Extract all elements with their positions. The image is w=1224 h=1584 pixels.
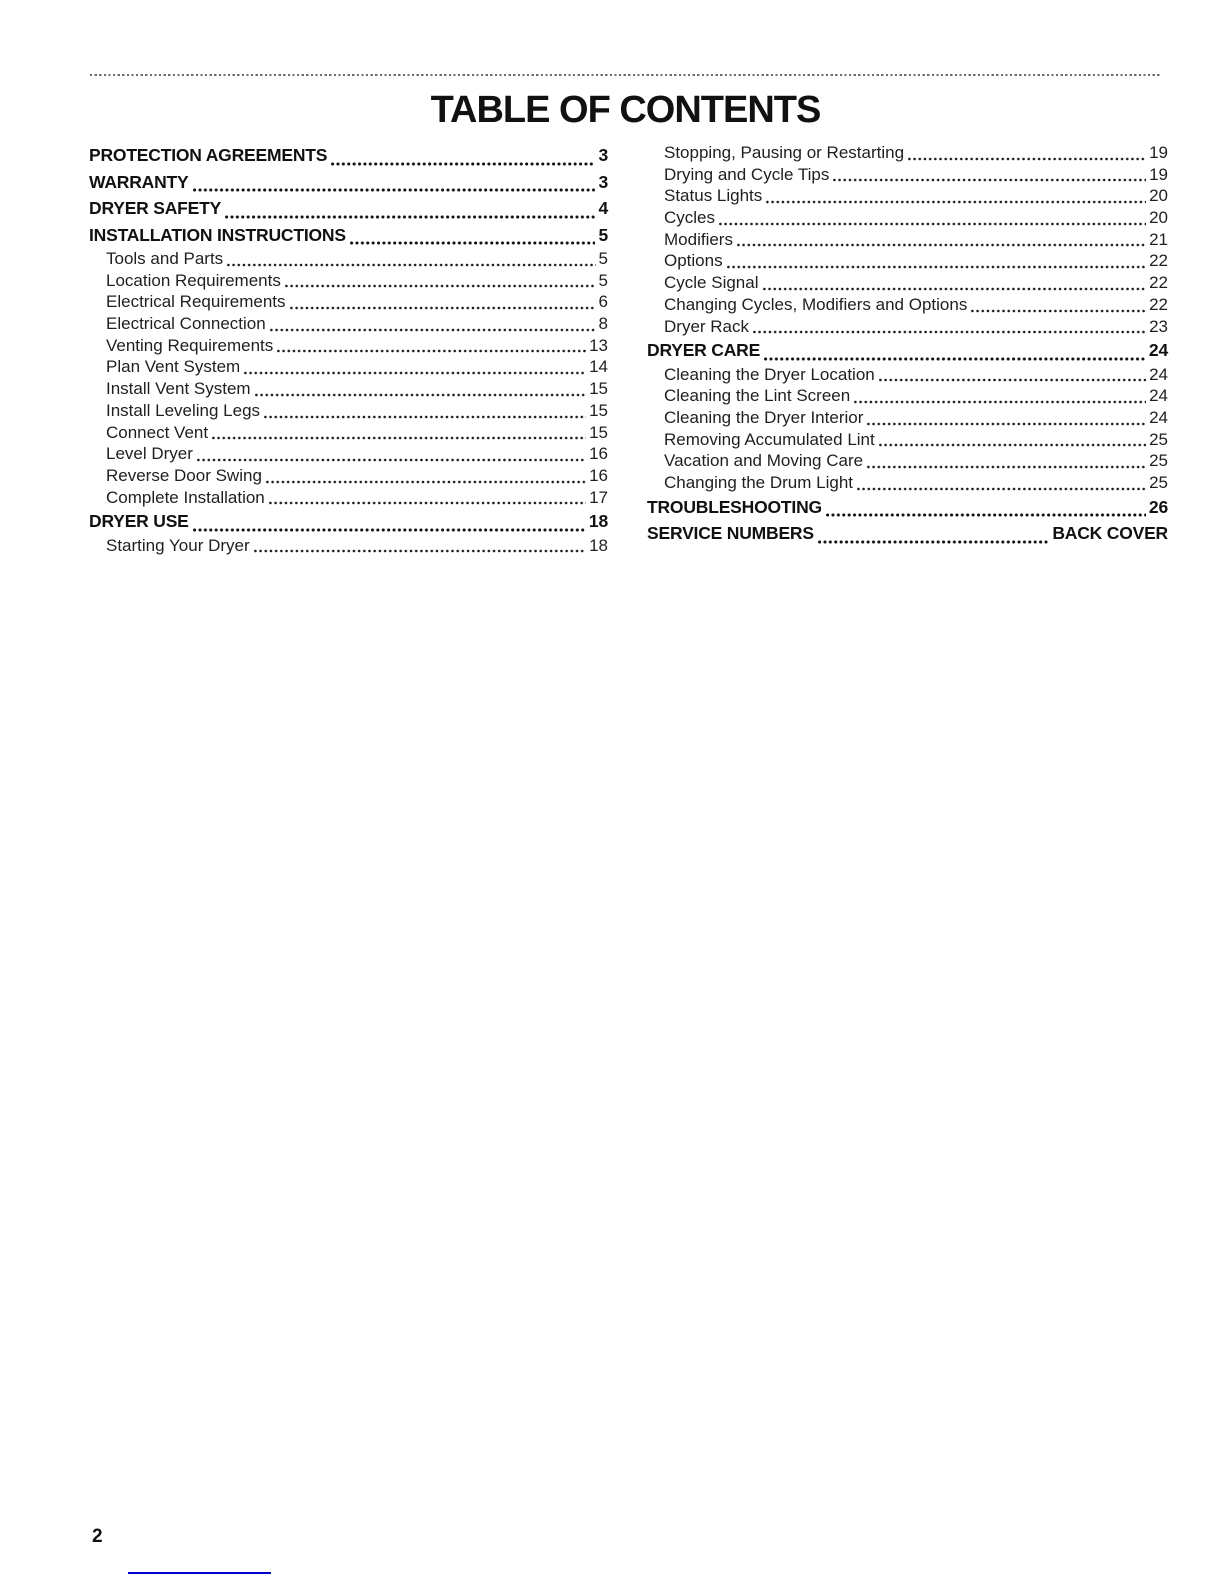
toc-entry bbox=[647, 429, 1168, 451]
toc-entry-label: WARRANTY bbox=[89, 171, 189, 192]
dot-leader bbox=[193, 528, 586, 532]
dot-leader bbox=[350, 241, 596, 245]
dot-leader bbox=[737, 243, 1146, 247]
toc-entry bbox=[89, 222, 608, 249]
toc-entry-page: 15 bbox=[589, 422, 608, 442]
dot-leader bbox=[277, 349, 586, 353]
toc-entry-label: Vacation and Moving Care bbox=[664, 451, 864, 471]
toc-entry bbox=[647, 337, 1168, 364]
toc-entry bbox=[89, 535, 608, 557]
toc-entry-label: Tools and Parts bbox=[106, 249, 224, 268]
toc-entry-page: BACK COVER bbox=[1052, 523, 1168, 544]
toc-entry bbox=[647, 316, 1168, 338]
toc-entry bbox=[647, 364, 1168, 386]
toc-entry-label: Options bbox=[664, 251, 723, 271]
toc-entry-page: 6 bbox=[598, 292, 608, 312]
toc-entry bbox=[89, 422, 608, 444]
toc-entry-label: Plan Vent System bbox=[106, 357, 241, 377]
toc-entry-label: Modifiers bbox=[664, 229, 733, 249]
toc-entry-label: Electrical Requirements bbox=[106, 292, 286, 312]
toc-entry bbox=[647, 164, 1168, 186]
toc-entry-page: 22 bbox=[1149, 251, 1168, 271]
dot-leader bbox=[264, 415, 586, 419]
toc-entry bbox=[89, 356, 608, 378]
toc-entry-page: 19 bbox=[1149, 143, 1168, 162]
toc-entry-page: 5 bbox=[598, 224, 608, 245]
toc-entry bbox=[89, 195, 608, 222]
toc-entry-label: Cycle Signal bbox=[664, 273, 759, 293]
toc-entry bbox=[89, 487, 608, 509]
toc-entry-page: 5 bbox=[598, 249, 608, 268]
toc-entry-label: Cleaning the Dryer Location bbox=[664, 364, 875, 384]
toc-entry bbox=[89, 400, 608, 422]
toc-entry-label: Location Requirements bbox=[106, 270, 281, 290]
toc-entry-page: 16 bbox=[589, 444, 608, 464]
dot-leader bbox=[766, 200, 1146, 204]
dot-leader bbox=[225, 215, 595, 219]
toc-entry-page: 20 bbox=[1149, 186, 1168, 206]
dot-leader bbox=[244, 371, 586, 375]
toc-entry bbox=[647, 385, 1168, 407]
toc-entry bbox=[647, 520, 1168, 547]
toc-entry bbox=[647, 450, 1168, 472]
toc-entry-page: 16 bbox=[589, 465, 608, 485]
toc-entry-label: DRYER CARE bbox=[647, 340, 761, 361]
toc-entry bbox=[89, 169, 608, 196]
toc-entry bbox=[89, 313, 608, 335]
toc-entry-page: 24 bbox=[1149, 386, 1168, 406]
toc-entry-label: Dryer Rack bbox=[664, 316, 750, 336]
dot-leader bbox=[879, 378, 1146, 382]
toc-entry-label: PROTECTION AGREEMENTS bbox=[89, 145, 328, 165]
toc-entry-label: Changing Cycles, Modifiers and Options bbox=[664, 294, 968, 314]
top-dashed-rule bbox=[90, 74, 1161, 76]
dot-leader bbox=[818, 540, 1049, 544]
toc-entry-page: 21 bbox=[1149, 229, 1168, 249]
dot-leader bbox=[270, 328, 596, 332]
toc-entry-page: 18 bbox=[588, 511, 608, 532]
dot-leader bbox=[193, 188, 596, 192]
dot-leader bbox=[826, 513, 1146, 517]
toc-entry bbox=[647, 185, 1168, 207]
toc-entry-label: Stopping, Pausing or Restarting bbox=[664, 143, 905, 162]
dot-leader bbox=[727, 265, 1146, 269]
toc-entry bbox=[89, 270, 608, 292]
toc-entry-page: 24 bbox=[1148, 340, 1168, 361]
dot-leader bbox=[879, 443, 1146, 447]
toc-entry bbox=[89, 291, 608, 313]
toc-entry bbox=[647, 494, 1168, 521]
toc-column-right bbox=[647, 142, 1168, 547]
toc-entry-label: TROUBLESHOOTING bbox=[647, 496, 822, 517]
toc-entry bbox=[647, 229, 1168, 251]
toc-entry bbox=[647, 294, 1168, 316]
dot-leader bbox=[971, 309, 1146, 313]
toc-entry-page: 22 bbox=[1149, 294, 1168, 314]
dot-leader bbox=[763, 287, 1147, 291]
toc-entry-label: DRYER USE bbox=[89, 511, 189, 532]
toc-entry-page: 25 bbox=[1149, 451, 1168, 471]
toc-entry bbox=[647, 407, 1168, 429]
toc-entry bbox=[647, 250, 1168, 272]
toc-entry bbox=[647, 207, 1168, 229]
dot-leader bbox=[227, 263, 595, 267]
dot-leader bbox=[719, 222, 1146, 226]
dot-leader bbox=[854, 400, 1146, 404]
toc-entry-label: INSTALLATION INSTRUCTIONS bbox=[89, 224, 346, 245]
toc-entry-page: 4 bbox=[598, 198, 608, 218]
page-number: 2 bbox=[92, 1526, 103, 1547]
toc-entry-page: 13 bbox=[589, 335, 608, 355]
dot-leader bbox=[254, 549, 586, 553]
toc-entry-label: Complete Installation bbox=[106, 487, 265, 507]
toc-entry-page: 3 bbox=[598, 145, 608, 165]
toc-entry-label: Install Leveling Legs bbox=[106, 400, 261, 420]
toc-entry-label: Venting Requirements bbox=[106, 335, 274, 355]
toc-entry-page: 26 bbox=[1148, 496, 1168, 517]
dot-leader bbox=[867, 465, 1146, 469]
toc-entry-page: 23 bbox=[1149, 316, 1168, 336]
toc-entry bbox=[89, 465, 608, 487]
dot-leader bbox=[857, 487, 1146, 491]
toc-entry-page: 25 bbox=[1149, 473, 1168, 493]
toc-entry-label: DRYER SAFETY bbox=[89, 198, 222, 218]
toc-entry bbox=[89, 335, 608, 357]
toc-entry-page: 22 bbox=[1149, 273, 1168, 293]
dot-leader bbox=[212, 436, 586, 440]
toc-entry-page: 19 bbox=[1149, 164, 1168, 184]
toc-entry bbox=[647, 472, 1168, 494]
toc-entry bbox=[89, 378, 608, 400]
toc-entry bbox=[89, 248, 608, 270]
toc-entry-label: Starting Your Dryer bbox=[106, 535, 250, 555]
toc-entry-label: Connect Vent bbox=[106, 422, 209, 442]
toc-entry bbox=[89, 508, 608, 535]
footer-blue-line bbox=[128, 1572, 271, 1574]
toc-entry-label: Electrical Connection bbox=[106, 314, 266, 334]
dot-leader bbox=[290, 306, 596, 310]
toc-entry-page: 15 bbox=[589, 379, 608, 399]
toc-entry-label: Reverse Door Swing bbox=[106, 465, 262, 485]
toc-column-left bbox=[89, 142, 608, 556]
page-title: TABLE OF CONTENTS bbox=[430, 89, 821, 131]
toc-entry-page: 8 bbox=[598, 314, 608, 334]
toc-entry bbox=[89, 443, 608, 465]
dot-leader bbox=[764, 357, 1146, 361]
dot-leader bbox=[833, 178, 1146, 182]
toc-entry-page: 20 bbox=[1149, 208, 1168, 228]
toc-entry-label: Changing the Drum Light bbox=[664, 473, 854, 493]
toc-entry-page: 17 bbox=[589, 487, 608, 507]
toc-entry-page: 24 bbox=[1149, 364, 1168, 384]
dot-leader bbox=[255, 393, 587, 397]
toc-entry-page: 24 bbox=[1149, 408, 1168, 428]
toc-entry-label: SERVICE NUMBERS bbox=[647, 523, 814, 544]
toc-entry-label: Status Lights bbox=[664, 186, 763, 206]
toc-entry-label: Drying and Cycle Tips bbox=[664, 164, 830, 184]
toc-entry-label: Install Vent System bbox=[106, 379, 251, 399]
toc-entry-label: Cleaning the Dryer Interior bbox=[664, 408, 864, 428]
toc-entry bbox=[647, 142, 1168, 164]
dot-leader bbox=[908, 157, 1146, 161]
toc-entry-page: 3 bbox=[598, 171, 608, 192]
dot-leader bbox=[331, 162, 595, 166]
toc-entry-page: 5 bbox=[598, 270, 608, 290]
toc-entry-page: 14 bbox=[589, 357, 608, 377]
toc-entry-page: 25 bbox=[1149, 429, 1168, 449]
toc-entry-label: Cleaning the Lint Screen bbox=[664, 386, 851, 406]
toc-entry-label: Level Dryer bbox=[106, 444, 193, 464]
toc-entry-label: Cycles bbox=[664, 208, 716, 228]
dot-leader bbox=[753, 330, 1146, 334]
dot-leader bbox=[285, 284, 596, 288]
toc-entry-label: Removing Accumulated Lint bbox=[664, 429, 875, 449]
toc-entry-page: 15 bbox=[589, 400, 608, 420]
dot-leader bbox=[867, 422, 1146, 426]
dot-leader bbox=[266, 480, 586, 484]
toc-entry bbox=[89, 142, 608, 169]
toc-entry-page: 18 bbox=[589, 535, 608, 555]
toc-entry bbox=[647, 272, 1168, 294]
dot-leader bbox=[197, 458, 586, 462]
dot-leader bbox=[269, 501, 586, 505]
